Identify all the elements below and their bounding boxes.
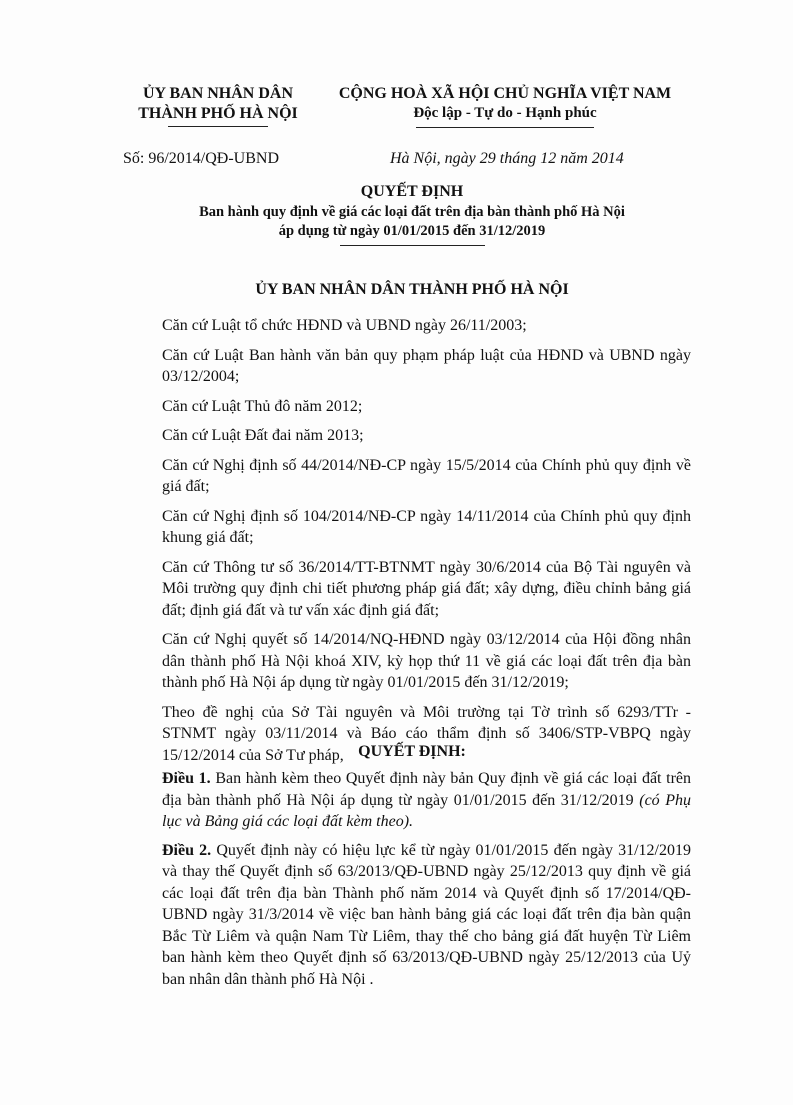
basis-item: Căn cứ Luật Đất đai năm 2013; <box>162 427 364 444</box>
document-subtitle-1: Ban hành quy định về giá các loại đất trên địa bàn thành phố Hà Nội <box>199 204 625 220</box>
title-underline <box>340 245 485 246</box>
basis-item: Theo đề nghị của Sở Tài nguyên và Môi trường tại Tờ trình số 6293/TTr - STNMT ngày 03/11/2014 và Báo cáo thẩm định số 3406/STP-VBPQ ngày 15/12/2014 của Sở Tư pháp, <box>162 703 691 764</box>
issuer-line-2: THÀNH PHỐ HÀ NỘI <box>138 105 298 122</box>
issuer-underline <box>168 126 268 127</box>
national-title: CỘNG HOÀ XÃ HỘI CHỦ NGHĨA VIỆT NAM <box>338 85 672 102</box>
basis-item: Căn cứ Luật tổ chức HĐND và UBND ngày 26/11/2003; <box>162 317 527 334</box>
document-subtitle-2: áp dụng từ ngày 01/01/2015 đến 31/12/2019 <box>278 223 546 239</box>
article-label: Điều 1. <box>162 770 211 787</box>
articles <box>133 768 691 990</box>
article-text: Quyết định này có hiệu lực kể từ ngày 01/01/2015 đến ngày 31/12/2019 và thay thế Quyết định số 63/2013/QĐ-UBND ngày 25/12/2013 quy định về giá các loại đất trên địa bàn Thành phố năm 2014 và Quyết định số 17/2014/QĐ-UBND ngày 31/3/2014 về việc ban hành bảng giá các loại đất trên địa bàn quận Bắc Từ Liêm và quận Nam Từ Liêm, thay thế cho bảng giá đất huyện Từ Liêm ban hành kèm theo Quyết định số 63/2013/QĐ-UBND ngày 25/12/2013 của Uỷ ban nhân dân thành phố Hà Nội . <box>162 841 691 988</box>
basis-item: Căn cứ Luật Thủ đô năm 2012; <box>162 397 363 415</box>
document-number: Số: 96/2014/QĐ-UBND <box>123 150 280 167</box>
basis-item: Căn cứ Nghị định số 104/2014/NĐ-CP ngày 14/11/2014 của Chính phủ quy định khung giá đất; <box>162 507 691 546</box>
issuing-authority: ỦY BAN NHÂN DÂN THÀNH PHỐ HÀ NỘI <box>255 281 569 298</box>
article-label: Điều 2. <box>162 841 212 859</box>
article-text: Ban hành kèm theo Quyết định này bản Quy định về giá các loại đất trên địa bàn thành phố Hà Nội áp dụng từ ngày 01/01/2015 đến 31/12/2019 <box>162 770 692 809</box>
basis-list <box>133 315 691 774</box>
motto-underline <box>416 127 594 128</box>
issuer-line-1: ỦY BAN NHÂN DÂN <box>142 85 294 102</box>
national-motto: Độc lập - Tự do - Hạnh phúc <box>413 105 597 121</box>
place-and-date: Hà Nội, ngày 29 tháng 12 năm 2014 <box>390 150 624 167</box>
basis-item: Căn cứ Nghị quyết số 14/2014/NQ-HĐND ngày 03/12/2014 của Hội đồng nhân dân thành phố Hà Nội khoá XIV, kỳ họp thứ 11 về giá các loại đất trên địa bàn thành phố Hà Nội áp dụng từ ngày 01/01/2015 đến 31/12/2019; <box>162 631 691 691</box>
article-note: (có Phụ lục và Bảng giá các loại đất kèm theo). <box>162 791 692 830</box>
decision-heading: QUYẾT ĐỊNH: <box>358 743 466 760</box>
article-2 <box>133 840 691 991</box>
basis-item: Căn cứ Luật Ban hành văn bản quy phạm pháp luật của HĐND và UBND ngày 03/12/2004; <box>162 346 691 385</box>
basis-item: Căn cứ Nghị định số 44/2014/NĐ-CP ngày 15/5/2014 của Chính phủ quy định về giá đất; <box>162 456 691 495</box>
document-title: QUYẾT ĐỊNH <box>360 183 464 200</box>
basis-item: Căn cứ Thông tư số 36/2014/TT-BTNMT ngày 30/6/2014 của Bộ Tài nguyên và Môi trường quy định chi tiết phương pháp giá đất; xây dựng, điều chỉnh bảng giá đất; định giá đất và tư vấn xác định giá đất; <box>162 558 691 619</box>
article-1 <box>133 768 691 833</box>
